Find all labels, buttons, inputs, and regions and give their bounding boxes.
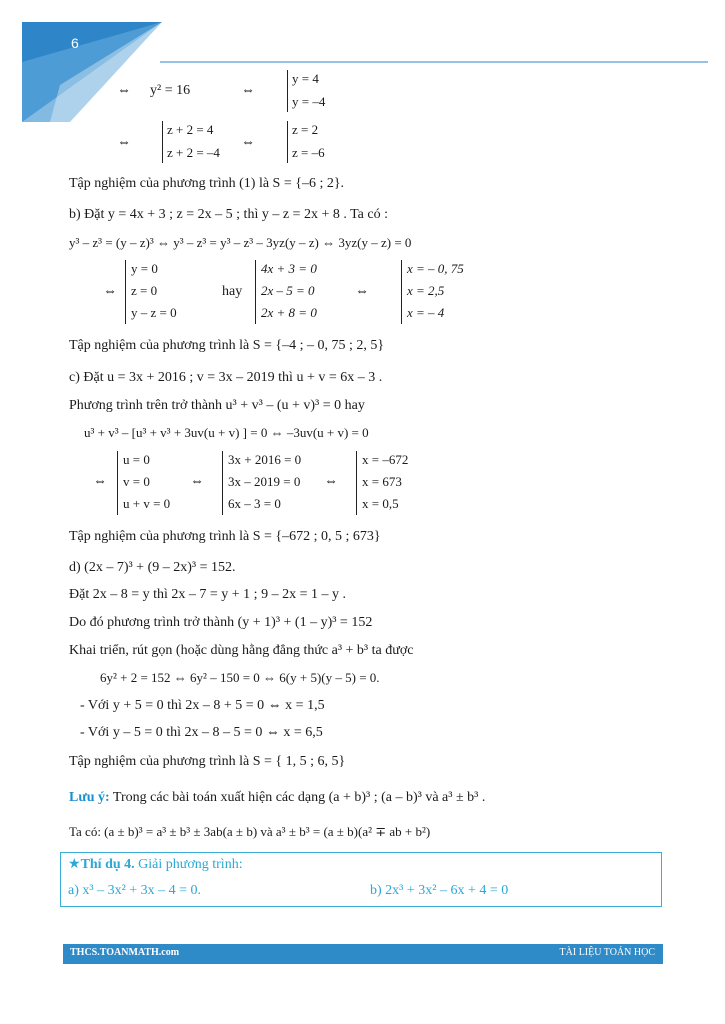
equation: y = 0 — [131, 261, 158, 276]
equiv-symbol: ⇔ — [355, 284, 369, 299]
note-label: Lưu ý: — [69, 790, 110, 805]
text-line: Khai triển, rút gọn (hoặc dùng hằng đẳng thức a³ + b³ ta được — [69, 643, 414, 658]
equiv-symbol: ⇔ — [241, 83, 255, 98]
equation: 6x – 3 = 0 — [228, 496, 281, 511]
equation: x = 673 — [362, 474, 402, 489]
equation: 2x + 8 = 0 — [261, 305, 317, 320]
header-corner-decoration — [0, 0, 725, 130]
bracket — [287, 121, 288, 163]
equiv-symbol: ⇔ — [117, 135, 131, 150]
bracket — [117, 451, 118, 515]
text-line: y³ – z³ = (y – z)³ ⇔ y³ – z³ = y³ – z³ – 3yz(y – z) ⇔ 3yz(y – z) = 0 — [69, 235, 412, 250]
text-line: Tập nghiệm của phương trình là S = {–672 ; 0, 5 ; 673} — [69, 529, 381, 544]
bracket — [125, 260, 126, 324]
footer-label: TÀI LIỆU TOÁN HỌC — [559, 947, 655, 958]
equation: v = 0 — [123, 474, 150, 489]
star-icon: ★ — [68, 857, 81, 872]
footer-bar — [63, 944, 663, 964]
equiv-symbol: ⇔ — [241, 135, 255, 150]
text-line: b) Đặt y = 4x + 3 ; z = 2x – 5 ; thì y – z = 2x + 8 . Ta có : — [69, 207, 388, 222]
footer-site: THCS.TOANMATH.com — [70, 947, 180, 958]
page-number: 6 — [71, 35, 79, 51]
equation: y = 4 — [292, 71, 319, 86]
text-line: u³ + v³ – [u³ + v³ + 3uv(u + v) ] = 0 ⇔ –3uv(u + v) = 0 — [84, 425, 369, 440]
text-line: - Với y – 5 = 0 thì 2x – 8 – 5 = 0 ⇔ x = 6,5 — [80, 725, 323, 740]
equation: 3x – 2019 = 0 — [228, 474, 301, 489]
equation: x = 2,5 — [407, 283, 445, 298]
equiv-symbol: ⇔ — [117, 83, 131, 98]
equation: z = –6 — [292, 145, 325, 160]
equation: x = –672 — [362, 452, 409, 467]
note-line — [69, 789, 485, 807]
equation: 3x + 2016 = 0 — [228, 452, 302, 467]
equation: 4x + 3 = 0 — [261, 261, 317, 276]
equation: u = 0 — [123, 452, 150, 467]
equiv-symbol: ⇔ — [93, 474, 107, 489]
equiv-symbol: ⇔ — [324, 474, 338, 489]
equation: y = –4 — [292, 94, 326, 109]
bracket — [162, 121, 163, 163]
example-title-text: Giải phương trình: — [134, 857, 243, 872]
example-callout — [60, 852, 662, 907]
exercise-a: a) x³ – 3x² + 3x – 4 = 0. — [68, 883, 202, 898]
equation: z + 2 = 4 — [167, 122, 214, 137]
equation: z = 2 — [292, 122, 319, 137]
text-line: - Với y + 5 = 0 thì 2x – 8 + 5 = 0 ⇔ x = 1,5 — [80, 698, 325, 713]
text-hay: hay — [222, 284, 243, 299]
example-title-bold: Thí dụ 4. — [80, 857, 135, 872]
text-line: Tập nghiệm của phương trình là S = { 1, 5 ; 6, 5} — [69, 754, 346, 769]
equation: x = – 4 — [407, 305, 445, 320]
equation: z = 0 — [131, 283, 158, 298]
equation: 2x – 5 = 0 — [261, 283, 315, 298]
exercise-b: b) 2x³ + 3x² – 6x + 4 = 0 — [370, 883, 509, 898]
bracket — [255, 260, 256, 324]
bracket — [287, 70, 288, 112]
bracket — [222, 451, 223, 515]
text-line: Tập nghiệm của phương trình là S = {–4 ; – 0, 75 ; 2, 5} — [69, 338, 385, 353]
text-line: c) Đặt u = 3x + 2016 ; v = 3x – 2019 thì u + v = 6x – 3 . — [69, 370, 383, 385]
equiv-symbol: ⇔ — [103, 284, 117, 299]
equation: x = 0,5 — [362, 496, 399, 511]
example-title — [68, 856, 243, 874]
bracket — [401, 260, 402, 324]
text-line: Ta có: (a ± b)³ = a³ ± b³ ± 3ab(a ± b) và a³ ± b³ = (a ± b)(a² ∓ ab + b²) — [69, 824, 431, 839]
note-text: Trong các bài toán xuất hiện các dạng (a + b)³ ; (a – b)³ và a³ ± b³ . — [109, 790, 486, 805]
text-line: Do đó phương trình trở thành (y + 1)³ + (1 – y)³ = 152 — [69, 615, 373, 630]
text-line: d) (2x – 7)³ + (9 – 2x)³ = 152. — [69, 560, 236, 575]
equation: y – z = 0 — [131, 305, 177, 320]
equiv-symbol: ⇔ — [190, 474, 204, 489]
text-line: Tập nghiệm của phương trình (1) là S = {–6 ; 2}. — [69, 176, 345, 191]
equation: x = – 0, 75 — [407, 261, 464, 276]
text-line: 6y² + 2 = 152 ⇔ 6y² – 150 = 0 ⇔ 6(y + 5)(y – 5) = 0. — [100, 670, 380, 685]
equation: y² = 16 — [150, 83, 191, 98]
bracket — [356, 451, 357, 515]
text-line: Đặt 2x – 8 = y thì 2x – 7 = y + 1 ; 9 – 2x = 1 – y . — [69, 587, 346, 602]
text-line: Phương trình trên trở thành u³ + v³ – (u + v)³ = 0 hay — [69, 398, 365, 413]
equation: z + 2 = –4 — [167, 145, 220, 160]
equation: u + v = 0 — [123, 496, 171, 511]
